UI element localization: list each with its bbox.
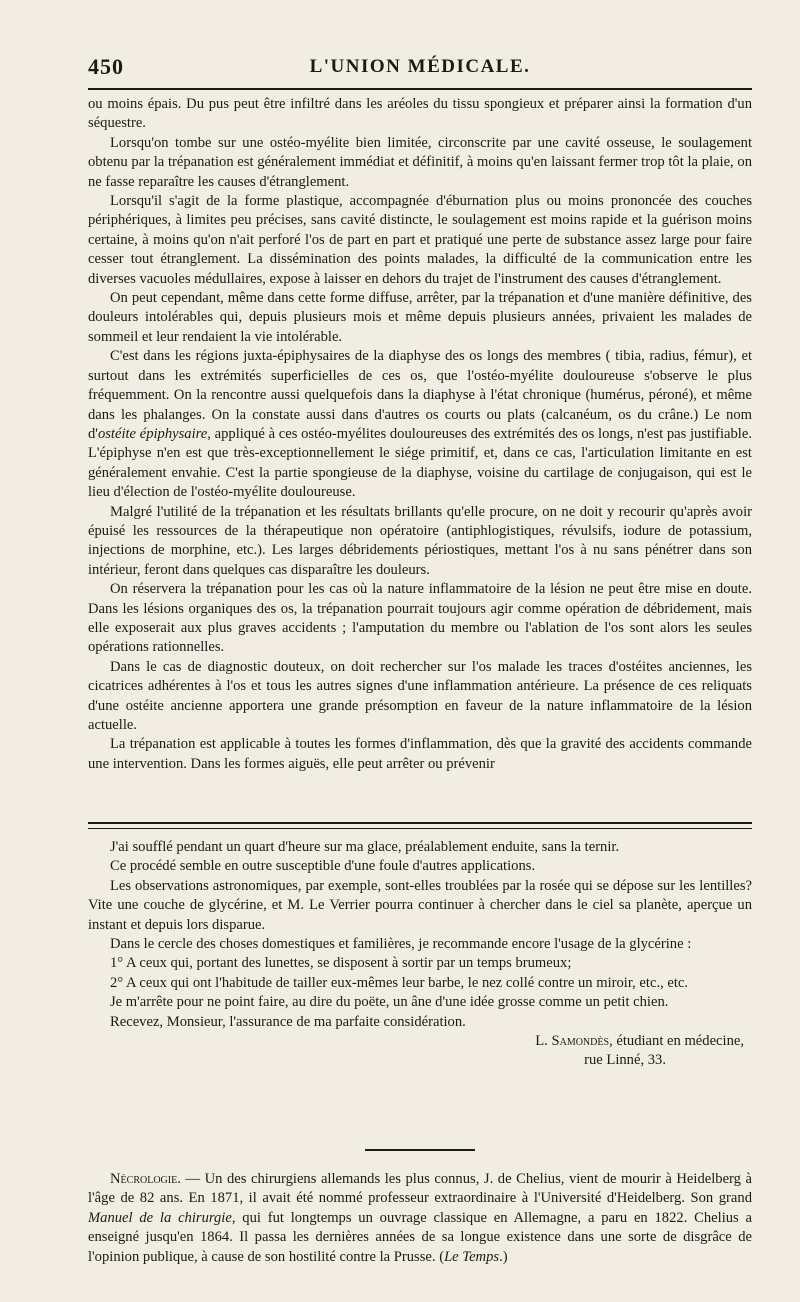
text-run: — Un des chirurgiens allemands les plus connus, J. de Chelius, vient de mourir à Heidelberg à l'âge de 82 ans. En 1871, il avait été nommé professeur extraordinaire à l'Université d'Heidelberg. Son grand — [88, 1171, 752, 1207]
letter-address: rue Linné, 33. — [584, 1052, 666, 1069]
article-paragraph: Malgré l'utilité de la trépanation et les résultats brillants qu'elle procure, on ne doit y recourir qu'après avoir épuisé les ressources de la thérapeutique non opératoire (antiphlogistiques, révulsifs, iodure de potassium, injections de morphine, etc.). Les larges débridements périostiques, mettant l'os à nu sans pénétrer dans son intérieur, feront dans quelques cas disparaître les douleurs. — [88, 503, 752, 578]
italic-term: ostéite épiphysaire — [97, 425, 208, 442]
text-run: , qui fut longtemps un ouvrage classique en Allemagne, a paru en 1822. Chelius a enseigné jusqu'en 1864. Il passa les dernières années de sa longue existence dans une sorte de disgrâce de l'opinion publique, à cause de son hostilité contre la Prusse. ( — [88, 1209, 752, 1265]
page-header — [88, 50, 752, 84]
letter-paragraph: 2° A ceux qui ont l'habitude de tailler eux-mêmes leur barbe, le nez collé contre un miroir, etc., etc. — [110, 974, 689, 991]
obituary-paragraph — [88, 1170, 752, 1267]
letter-paragraph: Recevez, Monsieur, l'assurance de ma parfaite considération. — [110, 1013, 466, 1030]
text-run: C'est dans les régions juxta-épiphysaires de la diaphyse des os longs des membres ( tibia, radius, fémur), et surtout dans les extrémités superficielles de ces os, que l'ostéo-myélite douloureuse s'observe le plus fréquemment. On la rencontre aussi quelquefois dans la diaphyse à l'état chronique (humérus, péroné), et même dans les phalanges. On la constate aussi dans d'autres os courts ou plats (calcanéum, os du crâne.) Le nom d' — [88, 348, 752, 442]
letter-paragraph: Dans le cercle des choses domestiques et familières, je recommande encore l'usage de la glycérine : — [110, 936, 692, 953]
letter-paragraph: J'ai soufflé pendant un quart d'heure sur ma glace, préalablement enduite, sans la ternir. — [110, 839, 620, 855]
article-paragraph: Lorsqu'on tombe sur une ostéo-myélite bien limitée, circonscrite par une cavité osseuse, le soulagement obtenu par la trépanation est généralement immédiat et définitif, à moins qu'en laissant fermer trop tôt la plaie, on ne fasse reparaître les causes d'étranglement. — [88, 134, 752, 190]
letter-body — [88, 838, 752, 1071]
page-number: 450 — [88, 54, 124, 79]
letter-paragraph: Je m'arrête pour ne point faire, au dire du poëte, un âne d'une idée grosse comme un petit chien. — [110, 994, 669, 1011]
section-divider — [88, 822, 752, 829]
signature-name: Samondès — [551, 1033, 610, 1050]
letter-paragraph: Les observations astronomiques, par exemple, sont-elles troublées par la rosée qui se dépose sur les lentilles? Vite une couche de glycérine, et M. Le Verrier pourra continuer à chercher dans le ciel sa planète, aperçue un instant et depuis lors disparue. — [88, 877, 752, 933]
article-body — [88, 95, 752, 774]
obituary — [88, 1170, 752, 1267]
signature-title: , étudiant en médecine, — [609, 1033, 744, 1050]
text-run: , appliqué à ces ostéo-myélites douloureuses des extrémités des os longs, n'est pas justifiable. L'épiphyse n'en est que très-exceptionnellement le siége primitif, et, dans ce cas, l'articulation limitante en est généralement envahie. C'est la partie spongieuse de la diaphyse, voisine du cartilage de conjugaison, qui est le lieu d'élection de l'ostéo-myélite douloureuse. — [88, 425, 752, 501]
article-paragraph: On peut cependant, même dans cette forme diffuse, arrêter, par la trépanation et d'une manière définitive, des douleurs intolérables qui, depuis plusieurs mois et même depuis plusieurs années, privaient les malades de sommeil et leur rendaient la vie intolérable. — [88, 290, 752, 345]
article-paragraph: Lorsqu'il s'agit de la forme plastique, accompagnée d'éburnation plus ou moins prononcée des couches périphériques, à limites peu précises, sans cavité distincte, le soulagement est moins rapide et la guérison moins certaine, à moins qu'on n'ait perforé l'os de part en part et pratiqué une perte de substance assez large pour faire cesser tout étranglement. La dissémination des points malades, la difficulté de la communication entre les diverses vacuoles médullaires, expose à laisser en dehors du trajet de l'instrument des causes d'étranglement. — [88, 193, 752, 287]
obituary-heading: Nécrologie. — [110, 1171, 181, 1187]
running-title: L'UNION MÉDICALE. — [309, 56, 531, 77]
letter-paragraph: 1° A ceux qui, portant des lunettes, se disposent à sortir par un temps brumeux; — [110, 955, 572, 972]
book-title: Manuel de la chirurgie — [88, 1209, 232, 1226]
article-paragraph: ou moins épais. Du pus peut être infiltré dans les aréoles du tissu spongieux et préparer ainsi la formation d'un séquestre. — [88, 96, 752, 132]
text-run: .) — [499, 1248, 508, 1265]
signature-initial: L. — [535, 1033, 548, 1050]
article-paragraph: La trépanation est applicable à toutes les formes d'inflammation, dès que la gravité des accidents commande une intervention. Dans les formes aiguës, elle peut arrêter ou prévenir — [88, 736, 752, 772]
article-paragraph — [88, 347, 752, 502]
letter-paragraph: Ce procédé semble en outre susceptible d'une foule d'autres applications. — [110, 858, 536, 875]
source-name: Le Temps — [444, 1248, 500, 1265]
article-paragraph: Dans le cas de diagnostic douteux, on doit rechercher sur l'os malade les traces d'ostéites anciennes, les cicatrices adhérentes à l'os et tous les autres signes d'une inflammation antérieure. La présence de ces reliquats d'une ostéite ancienne apportera une grande présomption en faveur de la nature inflammatoire de la lésion actuelle. — [88, 658, 752, 733]
header-rule — [88, 88, 752, 90]
article-paragraph: On réservera la trépanation pour les cas où la nature inflammatoire de la lésion ne peut être mise en doute. Dans les lésions organiques des os, la trépanation pourrait toujours agir comme opération de débridement, mais elle exposerait aux plus graves accidents ; l'amputation du membre ou l'ablation de l'os sont alors les seules opérations rationnelles. — [88, 581, 752, 656]
short-divider — [365, 1149, 475, 1151]
letter-signature — [88, 1032, 752, 1051]
